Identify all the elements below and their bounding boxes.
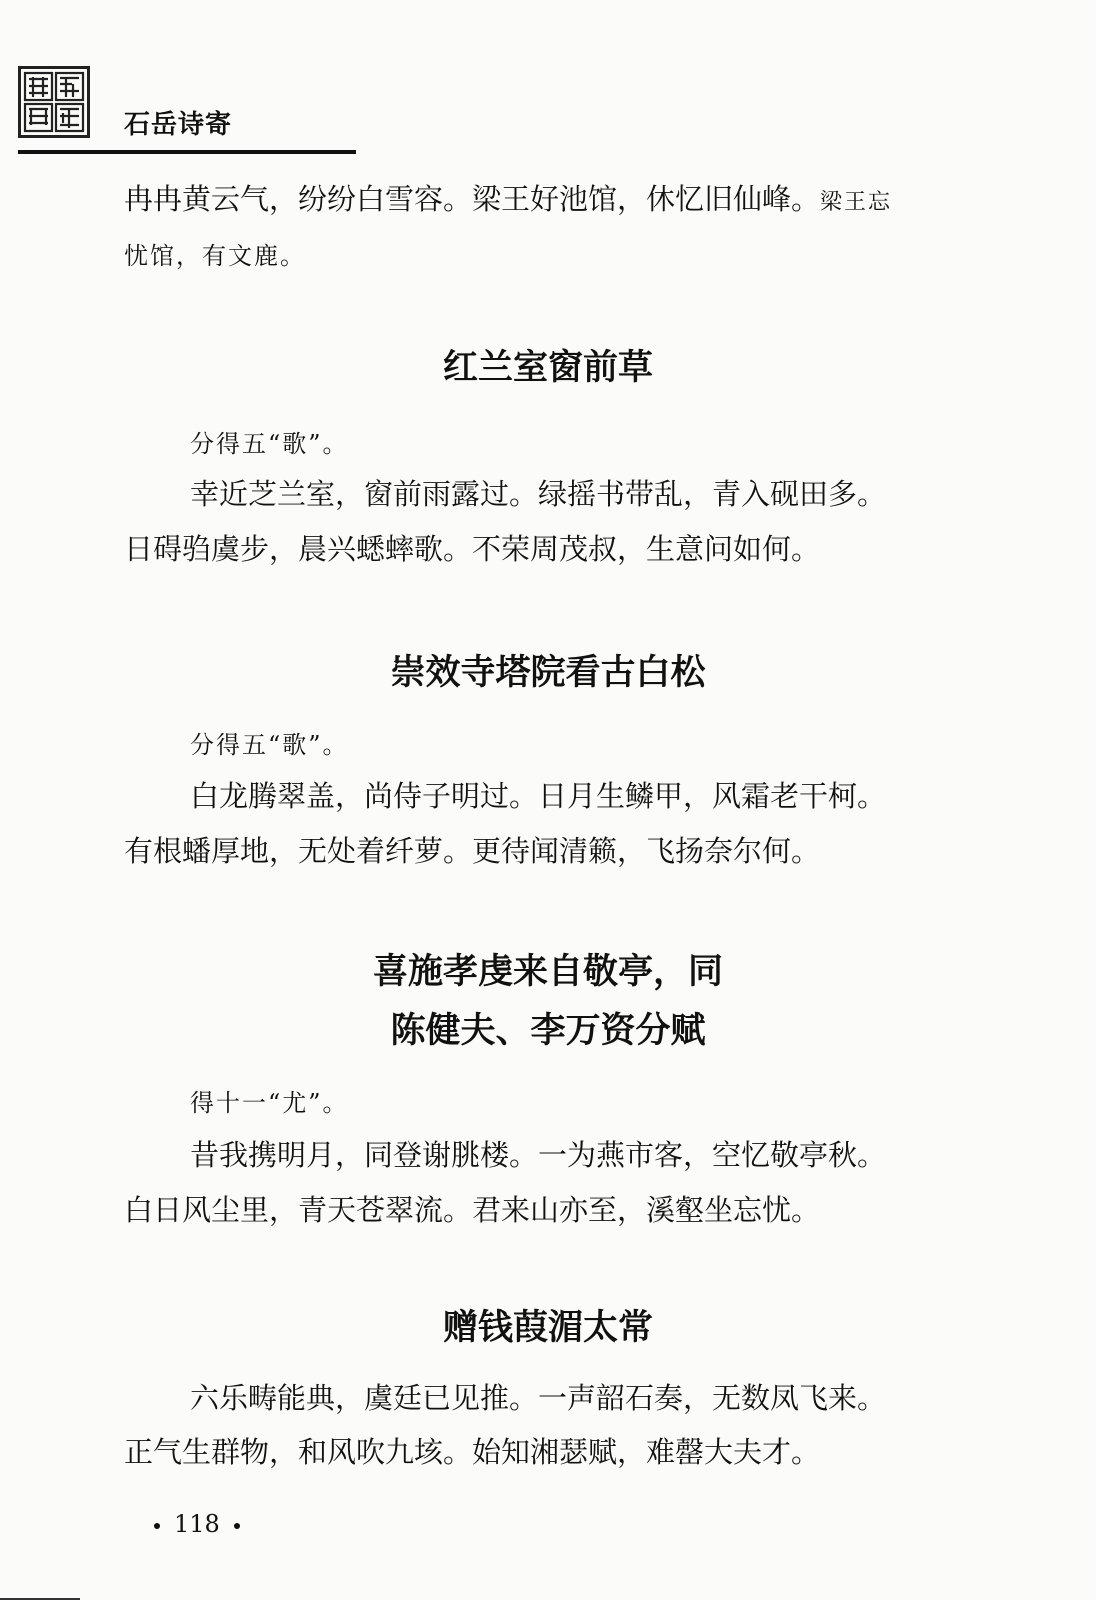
poem-title: 崇效寺塔院看古白松 bbox=[390, 652, 706, 693]
poem-title: 红兰室窗前草 bbox=[442, 347, 653, 388]
annotation-note-continued: 忧馆，有文鹿。 bbox=[124, 242, 306, 270]
header-rule bbox=[18, 150, 356, 154]
poem-title: 赠钱葭湄太常 bbox=[442, 1307, 653, 1348]
bullet-dot-icon bbox=[234, 1523, 240, 1529]
poem-line: 六乐畴能典，虞廷已见推。一声韶石奏，无数凤飞来。 bbox=[190, 1381, 887, 1415]
bullet-dot-icon bbox=[154, 1523, 160, 1529]
poem-line: 正气生群物，和风吹九垓。始知湘瑟赋，难罄大夫才。 bbox=[124, 1435, 821, 1469]
continuation-line-1 bbox=[124, 181, 892, 217]
poem-line: 日碍驺虞步，晨兴蟋蟀歌。不荣周茂叔，生意问如何。 bbox=[124, 532, 821, 566]
poem-line: 有根蟠厚地，无处着纤萝。更待闻清籁，飞扬奈尔何。 bbox=[124, 834, 821, 868]
poem-title-line-2: 陈健夫、李万资分赋 bbox=[390, 1010, 706, 1051]
poem-line: 昔我携明月，同登谢朓楼。一为燕市客，空忆敬亭秋。 bbox=[190, 1138, 887, 1172]
poem-text: 冉冉黄云气，纷纷白雪容。梁王好池馆，休忆旧仙峰。 bbox=[124, 182, 821, 216]
seal-emblem-icon bbox=[18, 66, 90, 138]
rhyme-note: 得十一“尤”。 bbox=[190, 1089, 349, 1117]
running-title: 石岳诗寄 bbox=[124, 110, 233, 140]
page-number-text: 118 bbox=[174, 1510, 220, 1538]
poem-title-line-1: 喜施孝虔来自敬亭，同 bbox=[372, 951, 723, 992]
rhyme-note: 分得五“歌”。 bbox=[190, 731, 349, 759]
poem-line: 白龙腾翠盖，尚侍子明过。日月生鳞甲，风霜老干柯。 bbox=[190, 779, 887, 813]
rhyme-note: 分得五“歌”。 bbox=[190, 430, 349, 458]
annotation-note: 梁王忘 bbox=[820, 190, 893, 215]
page-number bbox=[140, 1510, 254, 1538]
poem-line: 白日风尘里，青天苍翠流。君来山亦至，溪壑坐忘忧。 bbox=[124, 1193, 821, 1227]
poem-line: 幸近芝兰室，窗前雨露过。绿摇书带乱，青入砚田多。 bbox=[190, 477, 887, 511]
